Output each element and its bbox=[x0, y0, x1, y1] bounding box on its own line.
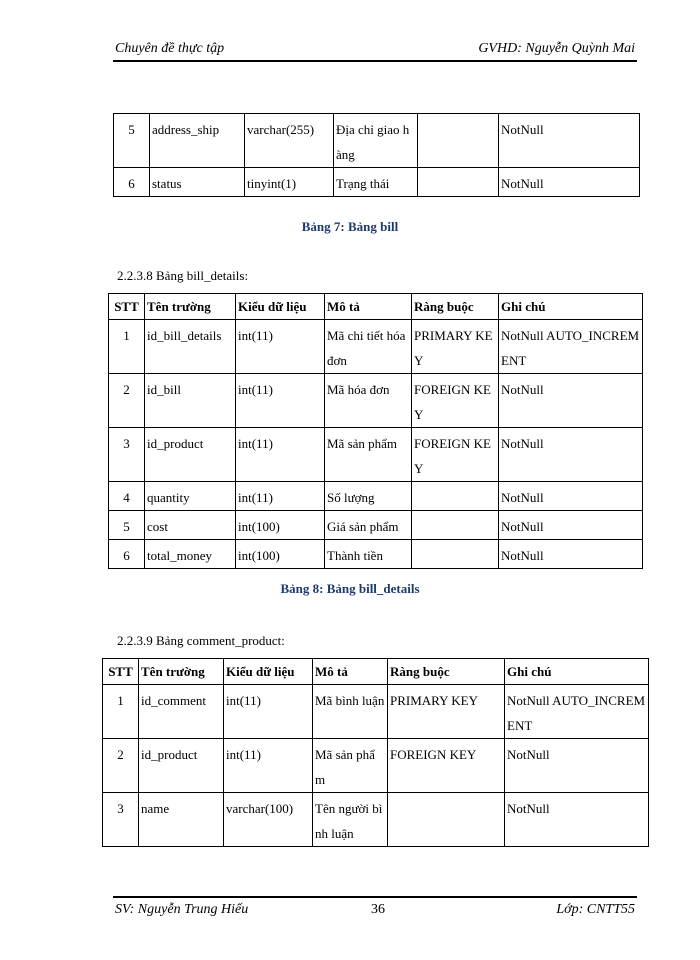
cell-note: NotNull bbox=[499, 482, 643, 511]
table-row bbox=[109, 511, 643, 540]
cell-field: id_bill_details bbox=[145, 320, 236, 374]
cell-desc: Số lượng bbox=[325, 482, 412, 511]
cell-desc: Giá sản phẩm bbox=[325, 511, 412, 540]
cell-desc: Mã bình luận bbox=[313, 685, 388, 739]
cell-stt: 1 bbox=[103, 685, 139, 739]
cell-type: int(11) bbox=[224, 739, 313, 793]
cell-note: NotNull bbox=[499, 374, 643, 428]
cell-constraint bbox=[412, 511, 499, 540]
cell-desc: Mã sản phẩm bbox=[313, 739, 388, 793]
cell-type: int(100) bbox=[236, 540, 325, 569]
table-header-row bbox=[103, 659, 649, 685]
table-row bbox=[114, 168, 640, 197]
cell-field: id_product bbox=[145, 428, 236, 482]
cell-type: int(11) bbox=[236, 320, 325, 374]
cell-type: varchar(255) bbox=[245, 114, 334, 168]
cell-note: NotNull bbox=[499, 511, 643, 540]
footer-student: SV: Nguyễn Trung Hiếu bbox=[115, 902, 249, 917]
cell-constraint bbox=[388, 793, 505, 847]
cell-stt: 6 bbox=[109, 540, 145, 569]
table-header-row bbox=[109, 294, 643, 320]
cell-stt: 4 bbox=[109, 482, 145, 511]
cell-stt: 5 bbox=[114, 114, 150, 168]
cell-type: int(11) bbox=[224, 685, 313, 739]
cell-type: int(11) bbox=[236, 482, 325, 511]
cell-desc: Mã sản phẩm bbox=[325, 428, 412, 482]
cell-stt: 2 bbox=[109, 374, 145, 428]
table-row bbox=[109, 540, 643, 569]
cell-note: NotNull bbox=[499, 540, 643, 569]
cell-stt: 3 bbox=[109, 428, 145, 482]
header-advisor: GVHD: Nguyễn Quỳnh Mai bbox=[478, 41, 635, 56]
header-desc: Mô tả bbox=[325, 294, 412, 320]
cell-constraint: FOREIGN KEY bbox=[412, 428, 499, 482]
header-stt: STT bbox=[109, 294, 145, 320]
header-desc: Mô tả bbox=[313, 659, 388, 685]
cell-desc: Mã chi tiết hóa đơn bbox=[325, 320, 412, 374]
cell-note: NotNull bbox=[505, 739, 649, 793]
cell-field: name bbox=[139, 793, 224, 847]
cell-field: id_bill bbox=[145, 374, 236, 428]
table-row bbox=[109, 482, 643, 511]
table-row bbox=[109, 320, 643, 374]
cell-type: int(100) bbox=[236, 511, 325, 540]
cell-type: int(11) bbox=[236, 374, 325, 428]
header-stt: STT bbox=[103, 659, 139, 685]
cell-field: status bbox=[150, 168, 245, 197]
section-heading-bill-details: 2.2.3.8 Bảng bill_details: bbox=[117, 268, 249, 283]
cell-desc: Trạng thái bbox=[334, 168, 418, 197]
header-constraint: Ràng buộc bbox=[412, 294, 499, 320]
cell-field: quantity bbox=[145, 482, 236, 511]
table-row bbox=[103, 793, 649, 847]
header-constraint: Ràng buộc bbox=[388, 659, 505, 685]
table-row bbox=[103, 739, 649, 793]
header-field: Tên trường bbox=[139, 659, 224, 685]
cell-desc: Thành tiền bbox=[325, 540, 412, 569]
table-row bbox=[114, 114, 640, 168]
cell-note: NotNull bbox=[499, 428, 643, 482]
cell-constraint: FOREIGN KEY bbox=[412, 374, 499, 428]
cell-constraint bbox=[418, 114, 499, 168]
cell-constraint: FOREIGN KEY bbox=[388, 739, 505, 793]
caption-table-8: Bảng 8: Bảng bill_details bbox=[280, 581, 420, 596]
cell-desc: Tên người bình luận bbox=[313, 793, 388, 847]
page-header bbox=[113, 40, 637, 62]
table-row bbox=[103, 685, 649, 739]
cell-stt: 3 bbox=[103, 793, 139, 847]
header-note: Ghi chú bbox=[499, 294, 643, 320]
cell-type: int(11) bbox=[236, 428, 325, 482]
cell-constraint: PRIMARY KEY bbox=[388, 685, 505, 739]
cell-constraint bbox=[412, 482, 499, 511]
cell-note: NotNull bbox=[505, 793, 649, 847]
header-course-title: Chuyên đề thực tập bbox=[115, 41, 225, 56]
caption-table-7: Bảng 7: Bảng bill bbox=[301, 219, 399, 234]
cell-desc: Địa chỉ giao hàng bbox=[334, 114, 418, 168]
table-bill-continued bbox=[113, 113, 640, 197]
cell-field: cost bbox=[145, 511, 236, 540]
cell-note: NotNull bbox=[499, 114, 640, 168]
cell-constraint: PRIMARY KEY bbox=[412, 320, 499, 374]
cell-field: total_money bbox=[145, 540, 236, 569]
cell-stt: 5 bbox=[109, 511, 145, 540]
cell-field: id_product bbox=[139, 739, 224, 793]
cell-field: address_ship bbox=[150, 114, 245, 168]
table-bill-details bbox=[108, 293, 643, 569]
cell-field: id_comment bbox=[139, 685, 224, 739]
header-field: Tên trường bbox=[145, 294, 236, 320]
header-type: Kiểu dữ liệu bbox=[224, 659, 313, 685]
page-number: 36 bbox=[371, 902, 385, 917]
page-footer bbox=[113, 896, 637, 920]
cell-stt: 2 bbox=[103, 739, 139, 793]
cell-note: NotNull bbox=[499, 168, 640, 197]
cell-constraint bbox=[418, 168, 499, 197]
table-comment-product bbox=[102, 658, 649, 847]
cell-note: NotNull AUTO_INCREMENT bbox=[499, 320, 643, 374]
footer-class: Lớp: CNTT55 bbox=[556, 902, 635, 917]
cell-stt: 1 bbox=[109, 320, 145, 374]
cell-desc: Mã hóa đơn bbox=[325, 374, 412, 428]
cell-constraint bbox=[412, 540, 499, 569]
cell-stt: 6 bbox=[114, 168, 150, 197]
cell-type: tinyint(1) bbox=[245, 168, 334, 197]
header-note: Ghi chú bbox=[505, 659, 649, 685]
section-heading-comment-product: 2.2.3.9 Bảng comment_product: bbox=[117, 633, 285, 648]
table-row bbox=[109, 374, 643, 428]
cell-type: varchar(100) bbox=[224, 793, 313, 847]
header-type: Kiểu dữ liệu bbox=[236, 294, 325, 320]
cell-note: NotNull AUTO_INCREMENT bbox=[505, 685, 649, 739]
table-row bbox=[109, 428, 643, 482]
